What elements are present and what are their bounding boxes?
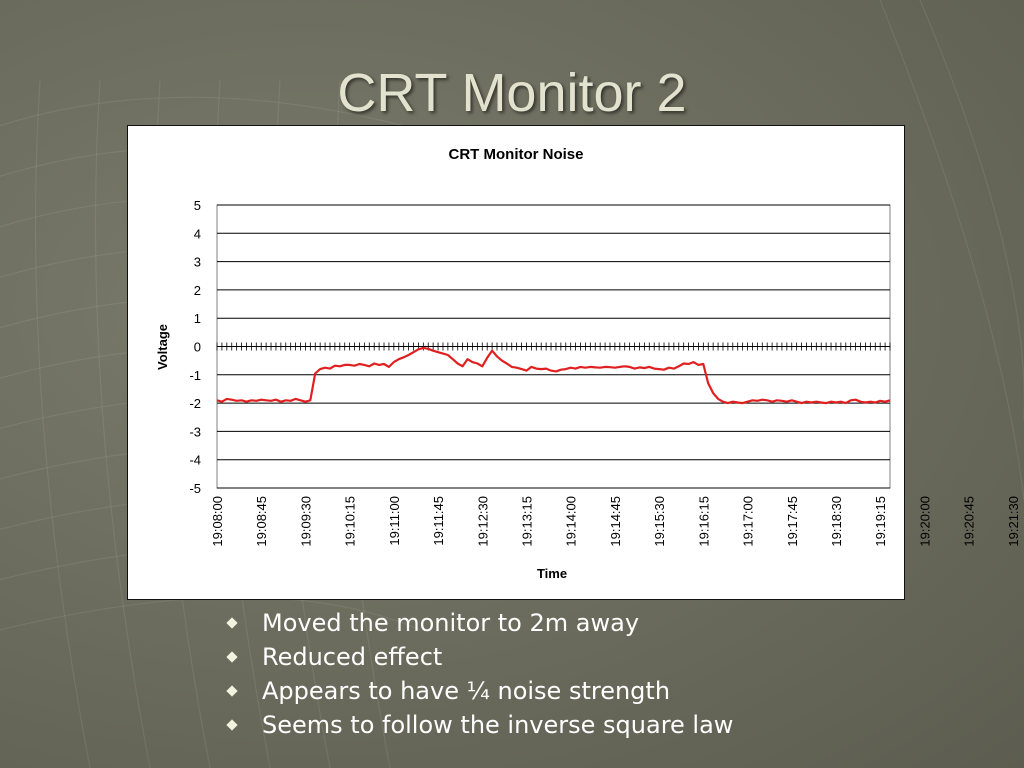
- x-tick-label: 19:17:00: [740, 496, 756, 547]
- bullet-text: Appears to have ¼ noise strength: [262, 677, 671, 705]
- x-tick-label: 19:18:30: [828, 496, 844, 547]
- data-series-line: [217, 348, 890, 403]
- x-tick-label: 19:08:45: [254, 496, 270, 547]
- y-tick-label: -3: [189, 424, 201, 440]
- diamond-bullet-icon: [226, 617, 237, 628]
- y-tick-label: -5: [189, 481, 201, 496]
- x-tick-label: 19:20:00: [917, 496, 933, 547]
- bullet-item: [224, 640, 733, 674]
- bullet-text: Seems to follow the inverse square law: [262, 711, 734, 739]
- bullet-item: [224, 674, 733, 708]
- x-tick-label: 19:10:15: [342, 496, 358, 547]
- y-tick-label: 1: [193, 311, 201, 327]
- x-tick-label: 19:09:30: [298, 496, 314, 547]
- y-tick-label: -4: [189, 452, 201, 468]
- y-tick-label: 0: [193, 339, 201, 355]
- x-tick-label: 19:11:45: [431, 496, 447, 546]
- x-tick-label: 19:11:00: [386, 496, 402, 546]
- x-tick-label: 19:17:45: [784, 496, 800, 547]
- x-tick-label: 19:13:15: [519, 496, 535, 547]
- x-axis-label: Time: [536, 566, 568, 581]
- x-tick-label: 19:16:15: [696, 496, 712, 547]
- x-tick-label: 19:19:15: [873, 496, 889, 547]
- diamond-bullet-icon: [226, 685, 237, 696]
- x-tick-label: 19:14:00: [563, 496, 579, 547]
- bullet-list: [224, 606, 733, 742]
- y-tick-label: 2: [193, 282, 201, 298]
- line-chart: [128, 126, 1021, 599]
- x-tick-label: 19:14:45: [607, 496, 623, 547]
- y-tick-label: -2: [189, 396, 201, 412]
- diamond-bullet-icon: [226, 719, 237, 730]
- x-tick-label: 19:20:45: [961, 496, 977, 547]
- x-tick-label: 19:15:30: [652, 496, 668, 547]
- x-tick-label: 19:12:30: [475, 496, 491, 547]
- chart-title: CRT Monitor Noise: [448, 146, 584, 163]
- slide-title: CRT Monitor 2: [337, 63, 687, 123]
- chart-container: [127, 125, 1021, 600]
- y-axis-label: Voltage: [155, 324, 170, 370]
- x-tick-label: 19:21:30: [1005, 496, 1021, 547]
- bullet-text: Reduced effect: [262, 643, 443, 671]
- bullet-item: [224, 606, 733, 640]
- diamond-bullet-icon: [226, 651, 237, 662]
- y-tick-label: 4: [193, 226, 201, 242]
- bullet-item: [224, 708, 733, 742]
- y-tick-label: 5: [193, 198, 201, 213]
- y-tick-label: 3: [193, 254, 201, 270]
- bullet-text: Moved the monitor to 2m away: [262, 609, 640, 637]
- x-tick-label: 19:08:00: [210, 496, 225, 547]
- y-tick-label: -1: [189, 367, 201, 383]
